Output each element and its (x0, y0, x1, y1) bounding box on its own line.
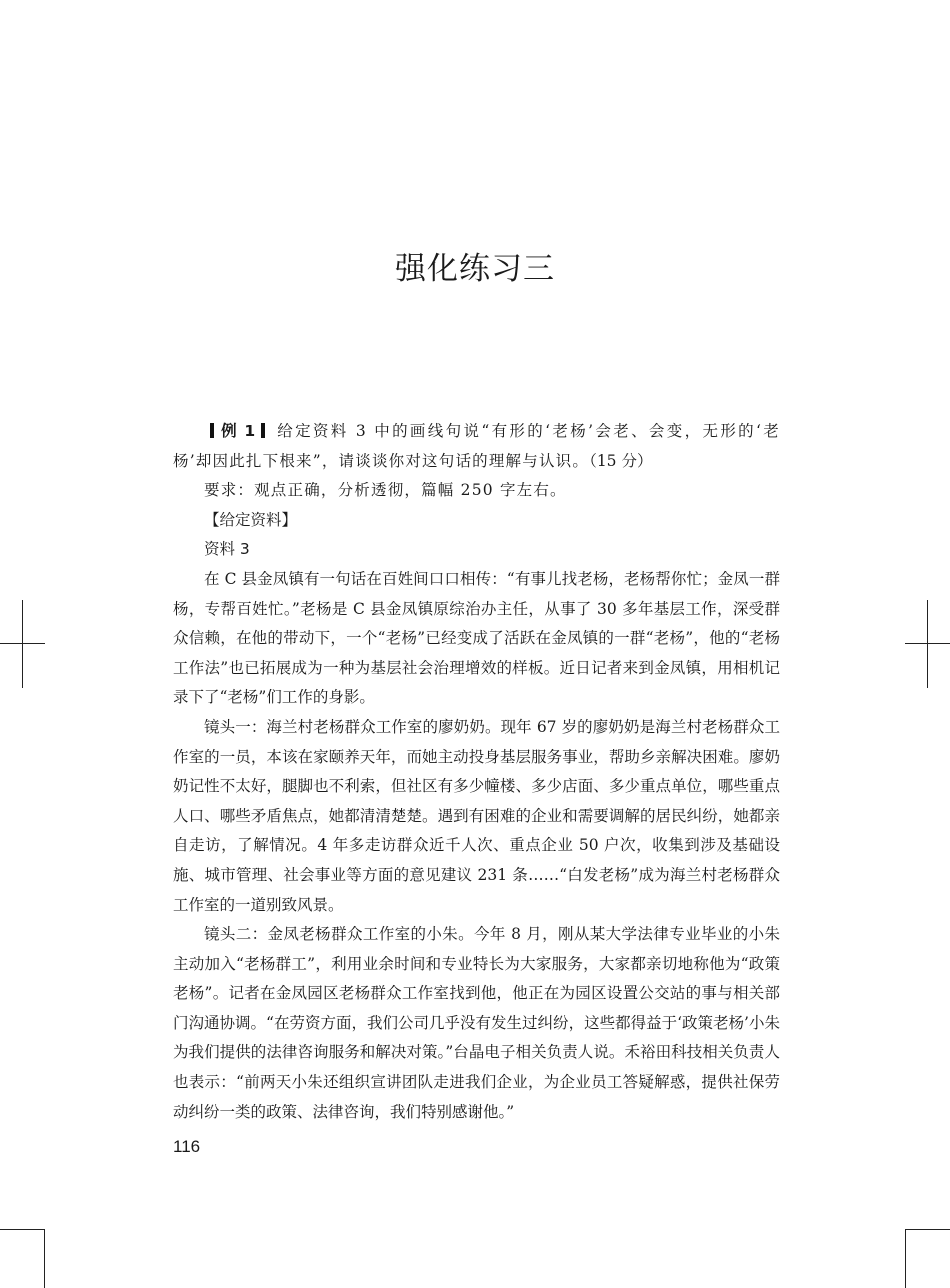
requirement-text: 要求：观点正确，分析透彻，篇幅 250 字左右。 (204, 481, 567, 500)
page-number: 116 (173, 1137, 201, 1156)
content-body (173, 417, 780, 1127)
example-text: 给定资料 3 中的画线句说“有形的‘老杨’会老、会变，无形的‘老杨’却因此扎下根来”，请谈谈你对这句话的理解与认识。 (173, 422, 780, 470)
crop-mark (44, 1229, 45, 1288)
crop-mark (0, 1229, 45, 1230)
page-title: 强化练习三 (395, 251, 555, 287)
material-paragraph: 镜头二：金凤老杨群众工作室的小朱。今年 8 月，刚从某大学法律专业毕业的小朱主动加入“老杨群工”，利用业余时间和专业特长为大家服务，大家都亲切地称他为“政策老杨”。记者在金凤园区老杨群众工作室找到他，他正在为园区设置公交站的事与相关部门沟通协调。“在劳资方面，我们公司几乎没有发生过纠纷，这些都得益于‘政策老杨’小朱为我们提供的法律咨询服务和解决对策。”台晶电子相关负责人说。禾裕田科技相关负责人也表示：“前两天小朱还组织宣讲团队走进我们企业，为企业员工答疑解惑，提供社保劳动纠纷一类的政策、法律咨询，我们特别感谢他。” (173, 925, 780, 1121)
example-score: （15 分） (589, 451, 653, 470)
example-question (173, 417, 780, 476)
material-paragraph: 在 C 县金凤镇有一句话在百姓间口口相传：“有事儿找老杨，老杨帮你忙；金凤一群杨，专帮百姓忙。”老杨是 C 县金凤镇原综治办主任，从事了 30 多年基层工作，深受群众信赖，在他的带动下，一个“老杨”已经变成了活跃在金凤镇的一群“老杨”，他的“老杨工作法”也已拓展成为一种为基层社会治理增效的样板。近日记者来到金凤镇，用相机记录下了“老杨”们工作的身影。 (173, 569, 780, 707)
crop-mark (927, 600, 928, 688)
example-label: 例 1 (220, 422, 256, 440)
material-heading: 【给定资料】 (204, 510, 298, 529)
crop-mark (22, 600, 23, 688)
material-paragraph: 镜头一：海兰村老杨群众工作室的廖奶奶。现年 67 岁的廖奶奶是海兰村老杨群众工作室的一员，本该在家颐养天年，而她主动投身基层服务事业，帮助乡亲解决困难。廖奶奶记性不太好，腿脚也不利索，但社区有多少幢楼、多少店面、多少重点单位，哪些重点人口、哪些矛盾焦点，她都清清楚楚。遇到有困难的企业和需要调解的居民纠纷，她都亲自走访，了解情况。4 年多走访群众近千人次、重点企业 50 户次，收集到涉及基础设施、城市管理、社会事业等方面的意见建议 231 条……“白发老杨”成为海兰村老杨群众工作室的一道别致风景。 (173, 717, 780, 914)
crop-mark (905, 1229, 906, 1288)
crop-mark (905, 1229, 950, 1230)
bracket-bar-icon (210, 423, 214, 438)
material-title: 资料 3 (204, 540, 250, 559)
bracket-bar-icon (261, 423, 265, 438)
